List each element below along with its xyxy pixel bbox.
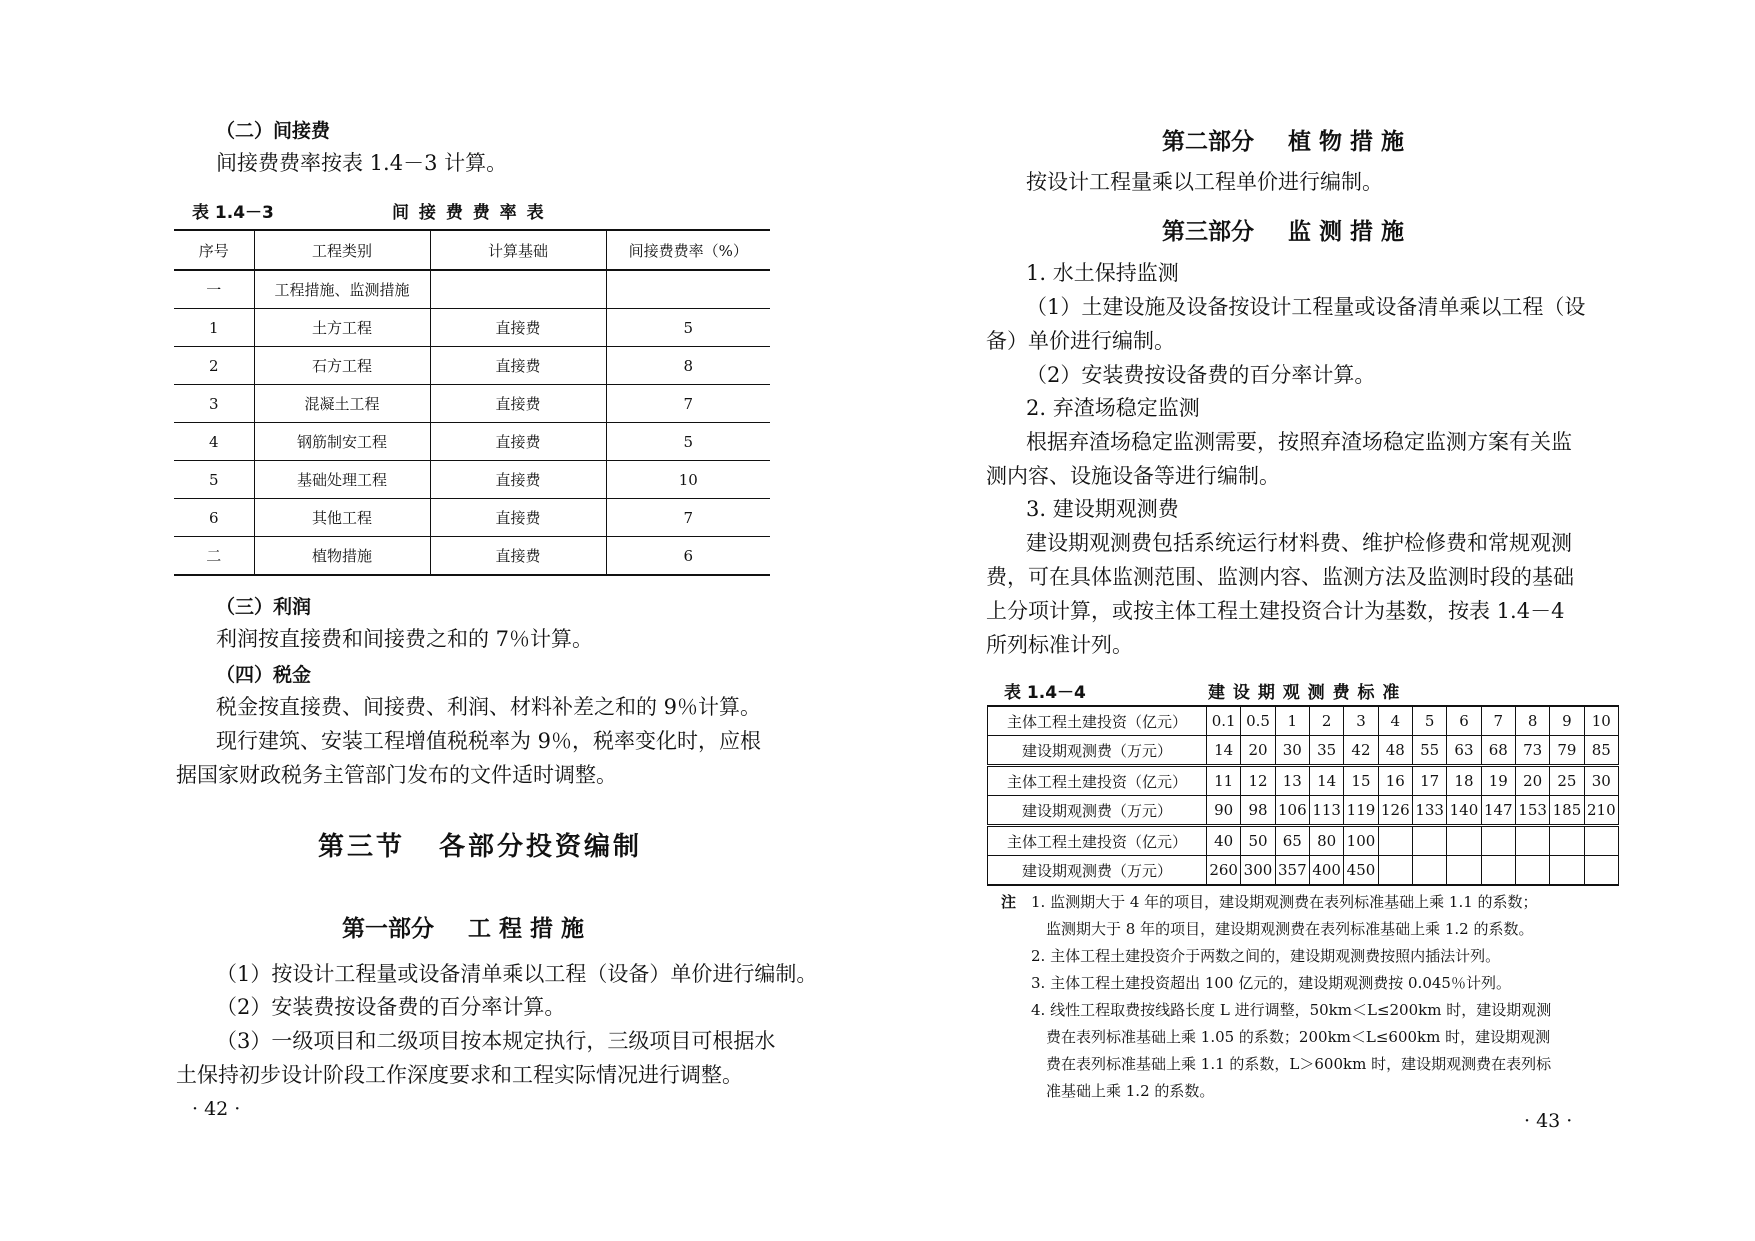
cell-invest: 80 [1309, 826, 1343, 856]
part1-item3-line1: （3）一级项目和二级项目按本规定执行，三级项目可根据水 [216, 1029, 776, 1053]
profit-text: 利润按直接费和间接费之和的 7％计算。 [216, 627, 594, 651]
cell-category: 混凝土工程 [254, 385, 430, 423]
cell-fee: 98 [1241, 796, 1275, 826]
monitoring-3-line4: 所列标准计列。 [986, 633, 1133, 657]
profit-heading: （三）利润 [216, 596, 312, 618]
table-row [174, 385, 770, 423]
cell-invest: 30 [1584, 766, 1618, 796]
cell-invest: 3 [1344, 706, 1378, 736]
cell-fee: 119 [1344, 796, 1378, 826]
cell-invest: 50 [1241, 826, 1275, 856]
part1-item1: （1）按设计工程量或设备清单乘以工程（设备）单价进行编制。 [216, 962, 818, 986]
cell-invest: 17 [1412, 766, 1446, 796]
cell-invest: 1 [1275, 706, 1309, 736]
vat-text-line1: 现行建筑、安装工程增值税税率为 9％，税率变化时，应根 [216, 729, 762, 753]
note-line: 监测期大于 8 年的项目，建设期观测费在表列标准基础上乘 1.2 的系数。 [1046, 920, 1534, 938]
cell-fee: 140 [1447, 796, 1481, 826]
tax-heading: （四）税金 [216, 664, 312, 686]
cell-fee: 42 [1344, 736, 1378, 766]
notes-label: 注 [1001, 893, 1017, 911]
cell-fee: 30 [1275, 736, 1309, 766]
cell-category: 基础处理工程 [254, 461, 430, 499]
cell-empty [1481, 856, 1515, 886]
table-row-invest [988, 826, 1619, 856]
part1-item2: （2）安装费按设备费的百分率计算。 [216, 995, 566, 1019]
cell-no: 2 [174, 347, 254, 385]
indirect-rate-table [174, 229, 770, 576]
cell-category: 钢筋制安工程 [254, 423, 430, 461]
row-label-invest: 主体工程土建投资（亿元） [988, 766, 1207, 796]
table-row [174, 461, 770, 499]
monitoring-3-line2: 费，可在具体监测范围、监测内容、监测方法及监测时段的基础 [986, 565, 1574, 589]
cell-fee: 106 [1275, 796, 1309, 826]
cell-fee: 185 [1550, 796, 1584, 826]
cell-rate: 10 [606, 461, 770, 499]
monitoring-2-title: 2. 弃渣场稳定监测 [1026, 396, 1200, 420]
monitoring-2-line2: 测内容、设施设备等进行编制。 [986, 464, 1280, 488]
col-header-basis: 计算基础 [430, 230, 606, 270]
row-label-fee: 建设期观测费（万元） [988, 796, 1207, 826]
cell-rate [606, 270, 770, 309]
note-line: 1. 监测期大于 4 年的项目，建设期观测费在表列标准基础上乘 1.1 的系数； [1031, 893, 1538, 911]
part1-label: 第一部分 [342, 916, 434, 942]
part3-heading [1162, 213, 1404, 246]
cell-fee: 55 [1412, 736, 1446, 766]
cell-category: 土方工程 [254, 309, 430, 347]
cell-fee: 300 [1241, 856, 1275, 886]
table-row-fee [988, 796, 1619, 826]
cell-empty [1412, 856, 1446, 886]
cell-fee: 147 [1481, 796, 1515, 826]
cell-invest: 0.1 [1207, 706, 1241, 736]
cell-invest: 13 [1275, 766, 1309, 796]
col-header-no: 序号 [174, 230, 254, 270]
cell-invest: 11 [1207, 766, 1241, 796]
monitoring-3-line1: 建设期观测费包括系统运行材料费、维护检修费和常规观测 [1026, 531, 1572, 555]
monitoring-1-p1-line1: （1）土建设施及设备按设计工程量或设备清单乘以工程（设 [1026, 295, 1586, 319]
cell-fee: 35 [1309, 736, 1343, 766]
part2-heading [1162, 123, 1404, 156]
part2-label: 第二部分 [1162, 129, 1254, 155]
row-label-fee: 建设期观测费（万元） [988, 856, 1207, 886]
part2-title: 植 物 措 施 [1288, 129, 1405, 155]
table-row [174, 423, 770, 461]
page-number-left: · 42 · [192, 1098, 241, 1120]
table-1-4-3-caption: 表 1.4－3 [192, 203, 274, 223]
cell-empty [1584, 826, 1618, 856]
cell-fee: 48 [1378, 736, 1412, 766]
cell-no: 4 [174, 423, 254, 461]
cell-fee: 73 [1515, 736, 1549, 766]
monitoring-1-p2: （2）安装费按设备费的百分率计算。 [1026, 363, 1376, 387]
cell-fee: 68 [1481, 736, 1515, 766]
cell-fee: 14 [1207, 736, 1241, 766]
monitoring-1-title: 1. 水土保持监测 [1026, 261, 1179, 285]
part1-heading [342, 910, 584, 943]
cell-rate: 7 [606, 499, 770, 537]
indirect-cost-heading: （二）间接费 [216, 120, 331, 142]
table-1-4-3-title: 间 接 费 费 率 表 [392, 203, 546, 223]
cell-fee: 126 [1378, 796, 1412, 826]
table-row-invest [988, 766, 1619, 796]
cell-fee: 450 [1344, 856, 1378, 886]
table-row-invest [988, 706, 1619, 736]
cell-basis: 直接费 [430, 461, 606, 499]
cell-basis [430, 270, 606, 309]
section-title: 各部分投资编制 [439, 832, 643, 862]
vat-text-line2: 据国家财政税务主管部门发布的文件适时调整。 [176, 763, 617, 787]
note-line: 准基础上乘 1.2 的系数。 [1046, 1082, 1215, 1100]
cell-rate: 8 [606, 347, 770, 385]
cell-fee: 20 [1241, 736, 1275, 766]
table-1-4-4-caption: 表 1.4－4 [1004, 683, 1086, 703]
cell-empty [1515, 856, 1549, 886]
cell-no: 6 [174, 499, 254, 537]
table-row-fee [988, 856, 1619, 886]
cell-no: 一 [174, 270, 254, 309]
table-header-row [174, 230, 770, 270]
cell-invest: 5 [1412, 706, 1446, 736]
table-row [174, 347, 770, 385]
cell-empty [1447, 826, 1481, 856]
cell-invest: 18 [1447, 766, 1481, 796]
row-label-invest: 主体工程土建投资（亿元） [988, 826, 1207, 856]
cell-empty [1447, 856, 1481, 886]
cell-invest: 12 [1241, 766, 1275, 796]
table-row [174, 537, 770, 576]
cell-fee: 133 [1412, 796, 1446, 826]
cell-basis: 直接费 [430, 347, 606, 385]
cell-fee: 260 [1207, 856, 1241, 886]
cell-fee: 85 [1584, 736, 1618, 766]
cell-invest: 19 [1481, 766, 1515, 796]
cell-rate: 6 [606, 537, 770, 576]
table-row [174, 499, 770, 537]
note-line: 费在表列标准基础上乘 1.1 的系数，L＞600km 时，建设期观测费在表列标 [1046, 1055, 1552, 1073]
page-number-right: · 43 · [1524, 1110, 1573, 1132]
cell-invest: 6 [1447, 706, 1481, 736]
cell-basis: 直接费 [430, 309, 606, 347]
cell-fee: 90 [1207, 796, 1241, 826]
cell-category: 植物措施 [254, 537, 430, 576]
cell-empty [1584, 856, 1618, 886]
cell-category: 工程措施、监测措施 [254, 270, 430, 309]
part1-item3-line2: 土保持初步设计阶段工作深度要求和工程实际情况进行调整。 [176, 1063, 743, 1087]
col-header-rate: 间接费费率（%） [606, 230, 770, 270]
cell-invest: 65 [1275, 826, 1309, 856]
cell-no: 3 [174, 385, 254, 423]
table-row [174, 270, 770, 309]
cell-invest: 2 [1309, 706, 1343, 736]
cell-invest: 9 [1550, 706, 1584, 736]
note-line: 费在表列标准基础上乘 1.05 的系数；200km＜L≤600km 时，建设期观测 [1046, 1028, 1551, 1046]
table-1-4-4-title: 建 设 期 观 测 费 标 准 [1208, 683, 1401, 703]
monitoring-3-line3: 上分项计算，或按主体工程土建投资合计为基数，按表 1.4－4 [986, 599, 1565, 623]
cell-basis: 直接费 [430, 385, 606, 423]
note-line: 2. 主体工程土建投资介于两数之间的，建设期观测费按照内插法计列。 [1031, 947, 1501, 965]
cell-empty [1550, 826, 1584, 856]
cell-fee: 357 [1275, 856, 1309, 886]
cell-empty [1378, 856, 1412, 886]
cell-no: 5 [174, 461, 254, 499]
part3-label: 第三部分 [1162, 219, 1254, 245]
col-header-category: 工程类别 [254, 230, 430, 270]
cell-empty [1550, 856, 1584, 886]
cell-basis: 直接费 [430, 423, 606, 461]
section-heading [318, 826, 642, 863]
section-number: 第三节 [318, 832, 406, 862]
cell-rate: 5 [606, 309, 770, 347]
cell-fee: 63 [1447, 736, 1481, 766]
cell-empty [1378, 826, 1412, 856]
cell-category: 石方工程 [254, 347, 430, 385]
observation-fee-table [987, 705, 1619, 886]
note-line: 4. 线性工程取费按线路长度 L 进行调整，50km＜L≤200km 时，建设期观测 [1031, 1001, 1552, 1019]
cell-invest: 20 [1515, 766, 1549, 796]
cell-invest: 16 [1378, 766, 1412, 796]
part1-title: 工 程 措 施 [468, 916, 585, 942]
cell-no: 二 [174, 537, 254, 576]
monitoring-2-line1: 根据弃渣场稳定监测需要，按照弃渣场稳定监测方案有关监 [1026, 430, 1572, 454]
cell-invest: 7 [1481, 706, 1515, 736]
cell-invest: 4 [1378, 706, 1412, 736]
cell-fee: 79 [1550, 736, 1584, 766]
cell-invest: 14 [1309, 766, 1343, 796]
cell-invest: 8 [1515, 706, 1549, 736]
cell-basis: 直接费 [430, 537, 606, 576]
monitoring-3-title: 3. 建设期观测费 [1026, 497, 1179, 521]
cell-fee: 113 [1309, 796, 1343, 826]
note-line: 3. 主体工程土建投资超出 100 亿元的，建设期观测费按 0.045％计列。 [1031, 974, 1511, 992]
cell-invest: 0.5 [1241, 706, 1275, 736]
cell-invest: 25 [1550, 766, 1584, 796]
part3-title: 监 测 措 施 [1288, 219, 1405, 245]
cell-empty [1412, 826, 1446, 856]
tax-text: 税金按直接费、间接费、利润、材料补差之和的 9％计算。 [216, 695, 762, 719]
table-row-fee [988, 736, 1619, 766]
cell-empty [1515, 826, 1549, 856]
row-label-fee: 建设期观测费（万元） [988, 736, 1207, 766]
cell-invest: 40 [1207, 826, 1241, 856]
cell-rate: 7 [606, 385, 770, 423]
indirect-cost-text: 间接费费率按表 1.4－3 计算。 [216, 151, 508, 175]
row-label-invest: 主体工程土建投资（亿元） [988, 706, 1207, 736]
cell-invest: 10 [1584, 706, 1618, 736]
cell-invest: 100 [1344, 826, 1378, 856]
cell-invest: 15 [1344, 766, 1378, 796]
part2-text: 按设计工程量乘以工程单价进行编制。 [1026, 170, 1383, 194]
cell-empty [1481, 826, 1515, 856]
cell-no: 1 [174, 309, 254, 347]
table-row [174, 309, 770, 347]
cell-category: 其他工程 [254, 499, 430, 537]
cell-fee: 400 [1309, 856, 1343, 886]
monitoring-1-p1-line2: 备）单价进行编制。 [986, 329, 1175, 353]
cell-rate: 5 [606, 423, 770, 461]
cell-basis: 直接费 [430, 499, 606, 537]
cell-fee: 210 [1584, 796, 1618, 826]
cell-fee: 153 [1515, 796, 1549, 826]
